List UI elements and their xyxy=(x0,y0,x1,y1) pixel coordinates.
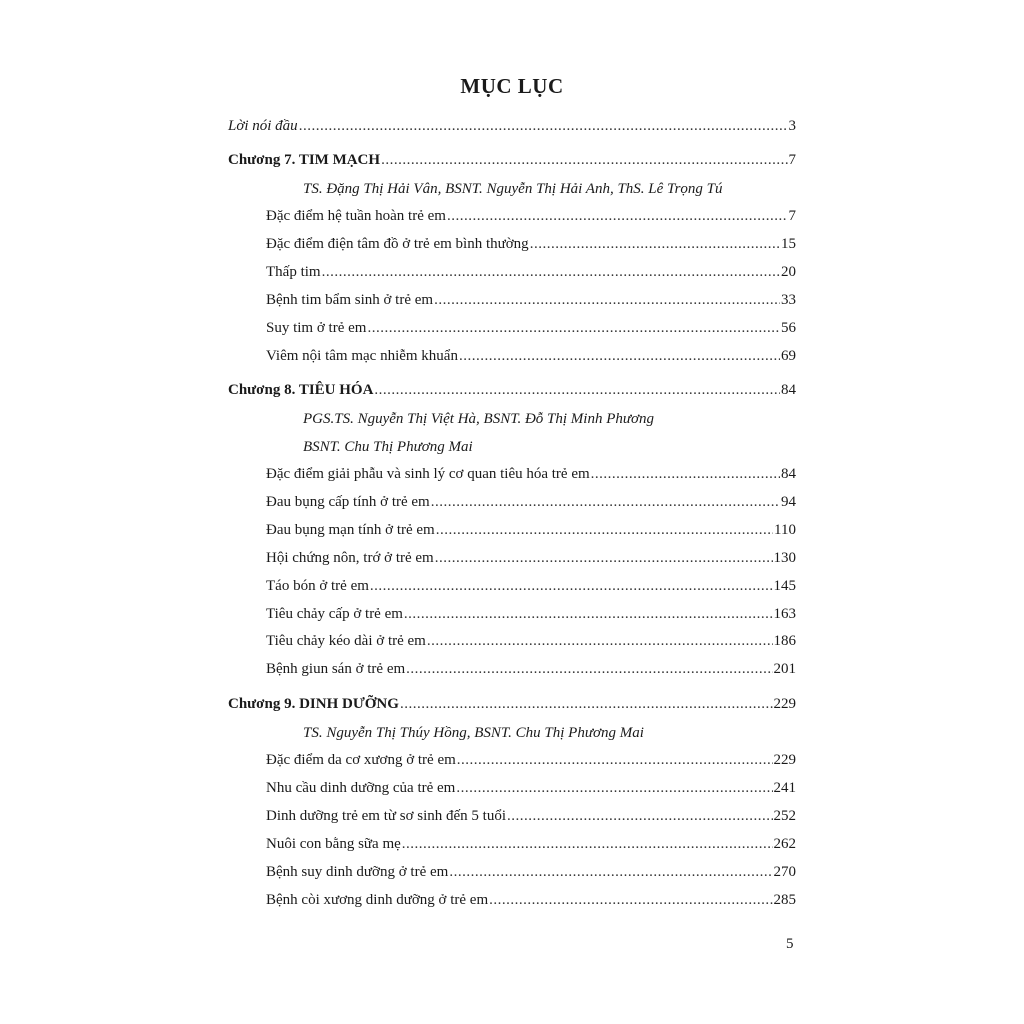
toc-section[interactable] xyxy=(266,346,796,366)
toc-section[interactable] xyxy=(266,576,796,596)
dot-leader xyxy=(406,659,772,679)
toc-section[interactable] xyxy=(266,604,796,624)
toc-chapter-9[interactable] xyxy=(228,694,796,714)
toc-section[interactable] xyxy=(266,778,796,798)
dot-leader xyxy=(427,631,773,651)
toc-section[interactable] xyxy=(266,750,796,770)
dot-leader xyxy=(456,778,772,798)
page-ref: 252 xyxy=(773,808,796,824)
dot-leader xyxy=(299,116,788,136)
chapter-prefix: Chương 7. xyxy=(228,152,296,168)
toc-chapter-7[interactable] xyxy=(228,150,796,170)
page-ref: 201 xyxy=(773,661,796,677)
section-label: Đau bụng cấp tính ở trẻ em xyxy=(266,494,430,510)
dot-leader xyxy=(381,150,787,170)
chapter-title: DINH DƯỠNG xyxy=(299,696,399,712)
dot-leader xyxy=(367,318,780,338)
section-label: Bệnh tim bẩm sinh ở trẻ em xyxy=(266,292,434,308)
toc-section[interactable] xyxy=(266,520,796,540)
toc-chapter-8[interactable] xyxy=(228,380,796,400)
section-label: Suy tim ở trẻ em xyxy=(266,320,367,336)
dot-leader xyxy=(530,234,780,254)
dot-leader xyxy=(459,346,780,366)
page-ref: 229 xyxy=(773,696,796,712)
section-label: Đặc điểm điện tâm đồ ở trẻ em bình thường xyxy=(266,236,529,252)
section-label: Tiêu chảy cấp ở trẻ em xyxy=(266,606,403,622)
page-ref: 94 xyxy=(781,494,796,510)
section-label: Hội chứng nôn, trớ ở trẻ em xyxy=(266,550,434,566)
toc-section[interactable] xyxy=(266,631,796,651)
dot-leader xyxy=(591,464,780,484)
toc-section[interactable] xyxy=(266,464,796,484)
dot-leader xyxy=(322,262,780,282)
section-label: Viêm nội tâm mạc nhiễm khuẩn xyxy=(266,348,458,364)
page-ref: 7 xyxy=(788,152,796,168)
chapter-label xyxy=(228,694,399,714)
section-label: Bệnh giun sán ở trẻ em xyxy=(266,661,406,677)
section-label: Nhu cầu dinh dưỡng của trẻ em xyxy=(266,780,456,796)
dot-leader xyxy=(507,806,772,826)
chapter-authors: BSNT. Chu Thị Phương Mai xyxy=(303,439,473,455)
toc-section[interactable] xyxy=(266,318,796,338)
chapter-title: TIÊU HÓA xyxy=(298,382,374,398)
page-ref: 20 xyxy=(781,264,796,280)
toc-section[interactable] xyxy=(266,290,796,310)
chapter-label xyxy=(228,150,380,170)
section-label: Táo bón ở trẻ em xyxy=(266,578,369,594)
page-ref: 145 xyxy=(773,578,796,594)
dot-leader xyxy=(434,290,780,310)
dot-leader xyxy=(447,206,788,226)
page-ref: 241 xyxy=(773,780,796,796)
dot-leader xyxy=(457,750,773,770)
page-ref: 33 xyxy=(781,292,796,308)
page-ref: 110 xyxy=(774,522,796,538)
chapter-label xyxy=(228,380,373,400)
section-label: Dinh dưỡng trẻ em từ sơ sinh đến 5 tuổi xyxy=(266,808,507,824)
page-ref: 285 xyxy=(773,892,796,908)
dot-leader xyxy=(400,694,773,714)
section-label: Đặc điểm hệ tuần hoàn trẻ em xyxy=(266,208,446,224)
page-ref: 84 xyxy=(781,466,796,482)
chapter-prefix: Chương 8. xyxy=(228,382,296,398)
page-title: MỤC LỤC xyxy=(460,74,564,98)
section-label: Nuôi con bằng sữa mẹ xyxy=(266,836,401,852)
page-ref: 163 xyxy=(773,606,796,622)
toc-section[interactable] xyxy=(266,834,796,854)
page-ref: 56 xyxy=(781,320,796,336)
dot-leader xyxy=(370,576,773,596)
section-label: Bệnh còi xương dinh dưỡng ở trẻ em xyxy=(266,892,489,908)
chapter-authors: TS. Đặng Thị Hải Vân, BSNT. Nguyễn Thị Hải Anh, ThS. Lê Trọng Tú xyxy=(303,181,723,197)
section-label: Đặc điểm da cơ xương ở trẻ em xyxy=(266,752,456,768)
toc-section[interactable] xyxy=(266,862,796,882)
chapter-authors: TS. Nguyễn Thị Thúy Hồng, BSNT. Chu Thị Phương Mai xyxy=(303,725,644,741)
page-ref: 7 xyxy=(788,208,796,224)
toc-section[interactable] xyxy=(266,890,796,910)
toc-section[interactable] xyxy=(266,659,796,679)
chapter-prefix: Chương 9. xyxy=(228,696,296,712)
page-ref: 3 xyxy=(788,118,796,134)
toc-section[interactable] xyxy=(266,806,796,826)
section-label: Bệnh suy dinh dưỡng ở trẻ em xyxy=(266,864,449,880)
section-label: Đặc điểm giải phẫu và sinh lý cơ quan tiêu hóa trẻ em xyxy=(266,466,590,482)
toc-section[interactable] xyxy=(266,262,796,282)
page-ref: 262 xyxy=(773,836,796,852)
dot-leader xyxy=(402,834,773,854)
chapter-title: TIM MẠCH xyxy=(298,152,381,168)
section-label: Tiêu chảy kéo dài ở trẻ em xyxy=(266,633,426,649)
entry-label: Lời nói đầu xyxy=(228,118,298,134)
toc-section[interactable] xyxy=(266,492,796,512)
page-ref: 130 xyxy=(773,550,796,566)
chapter-authors: PGS.TS. Nguyễn Thị Việt Hà, BSNT. Đỗ Thị Minh Phương xyxy=(303,411,655,427)
page-ref: 186 xyxy=(773,633,796,649)
dot-leader xyxy=(374,380,780,400)
section-label: Thấp tim xyxy=(266,264,321,280)
page-number: 5 xyxy=(786,936,794,952)
toc-section[interactable] xyxy=(266,206,796,226)
toc-entry-preface[interactable] xyxy=(228,116,796,136)
page-ref: 229 xyxy=(773,752,796,768)
page-ref: 15 xyxy=(781,236,796,252)
dot-leader xyxy=(435,548,773,568)
dot-leader xyxy=(404,604,773,624)
page-ref: 84 xyxy=(781,382,796,398)
page-ref: 69 xyxy=(781,348,796,364)
dot-leader xyxy=(431,492,780,512)
toc-section[interactable] xyxy=(266,548,796,568)
section-label: Đau bụng mạn tính ở trẻ em xyxy=(266,522,435,538)
dot-leader xyxy=(449,862,772,882)
toc-section[interactable] xyxy=(266,234,796,254)
page-ref: 270 xyxy=(773,864,796,880)
dot-leader xyxy=(489,890,772,910)
dot-leader xyxy=(436,520,773,540)
